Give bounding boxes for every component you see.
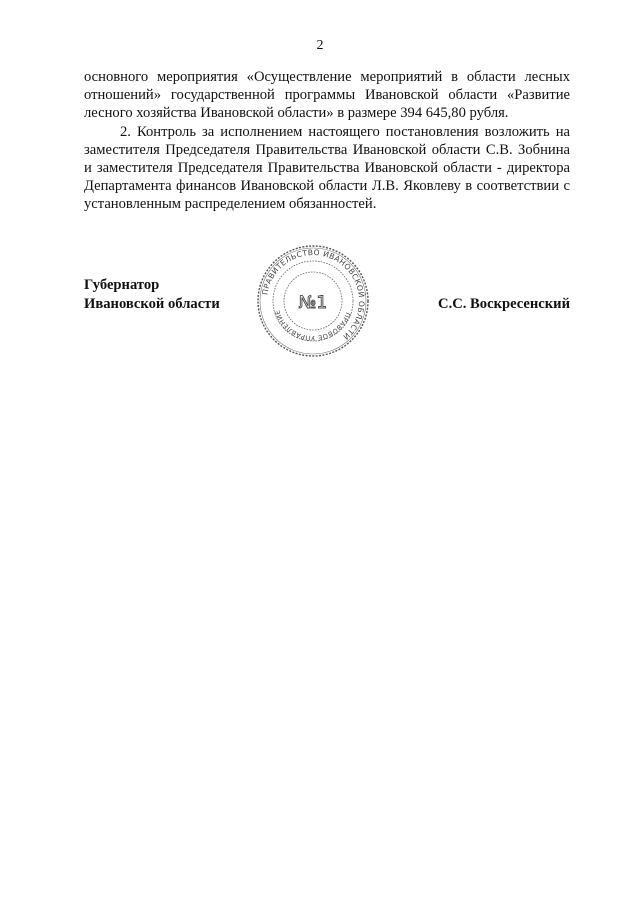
official-seal-stamp xyxy=(256,244,370,358)
document-body xyxy=(84,68,570,214)
signatory-title-line-1: Губернатор xyxy=(84,277,160,293)
paragraph-continuation: основного мероприятия «Осуществление мероприятий в области лесных отношений» государственной программы Ивановской области «Развитие лесного хозяйства Ивановской области» в размере 394 645,80 рубля. xyxy=(84,69,570,122)
paragraph-control-clause: 2. Контроль за исполнением настоящего постановления возложить на заместителя Председателя Правительства Ивановской области С.В. Зобнина и заместителя Председателя Правительства Ивановской области - директора Департамента финансов Ивановской области Л.В. Яковлеву в соответствии с установленным распределением обязанностей. xyxy=(84,123,570,213)
signatory-title xyxy=(84,276,220,313)
signatory-title-line-2: Ивановской области xyxy=(84,295,220,312)
seal-outer-text: ПРАВИТЕЛЬСТВО ИВАНОВСКОЙ ОБЛАСТИ xyxy=(260,247,367,342)
signatory-name: С.С. Воскресенский xyxy=(438,295,570,312)
seal-number: №1 xyxy=(298,293,328,313)
page-number: 2 xyxy=(316,38,324,53)
seal-inner-text: ПРАВОВОЕ УПРАВЛЕНИЕ xyxy=(273,308,352,343)
